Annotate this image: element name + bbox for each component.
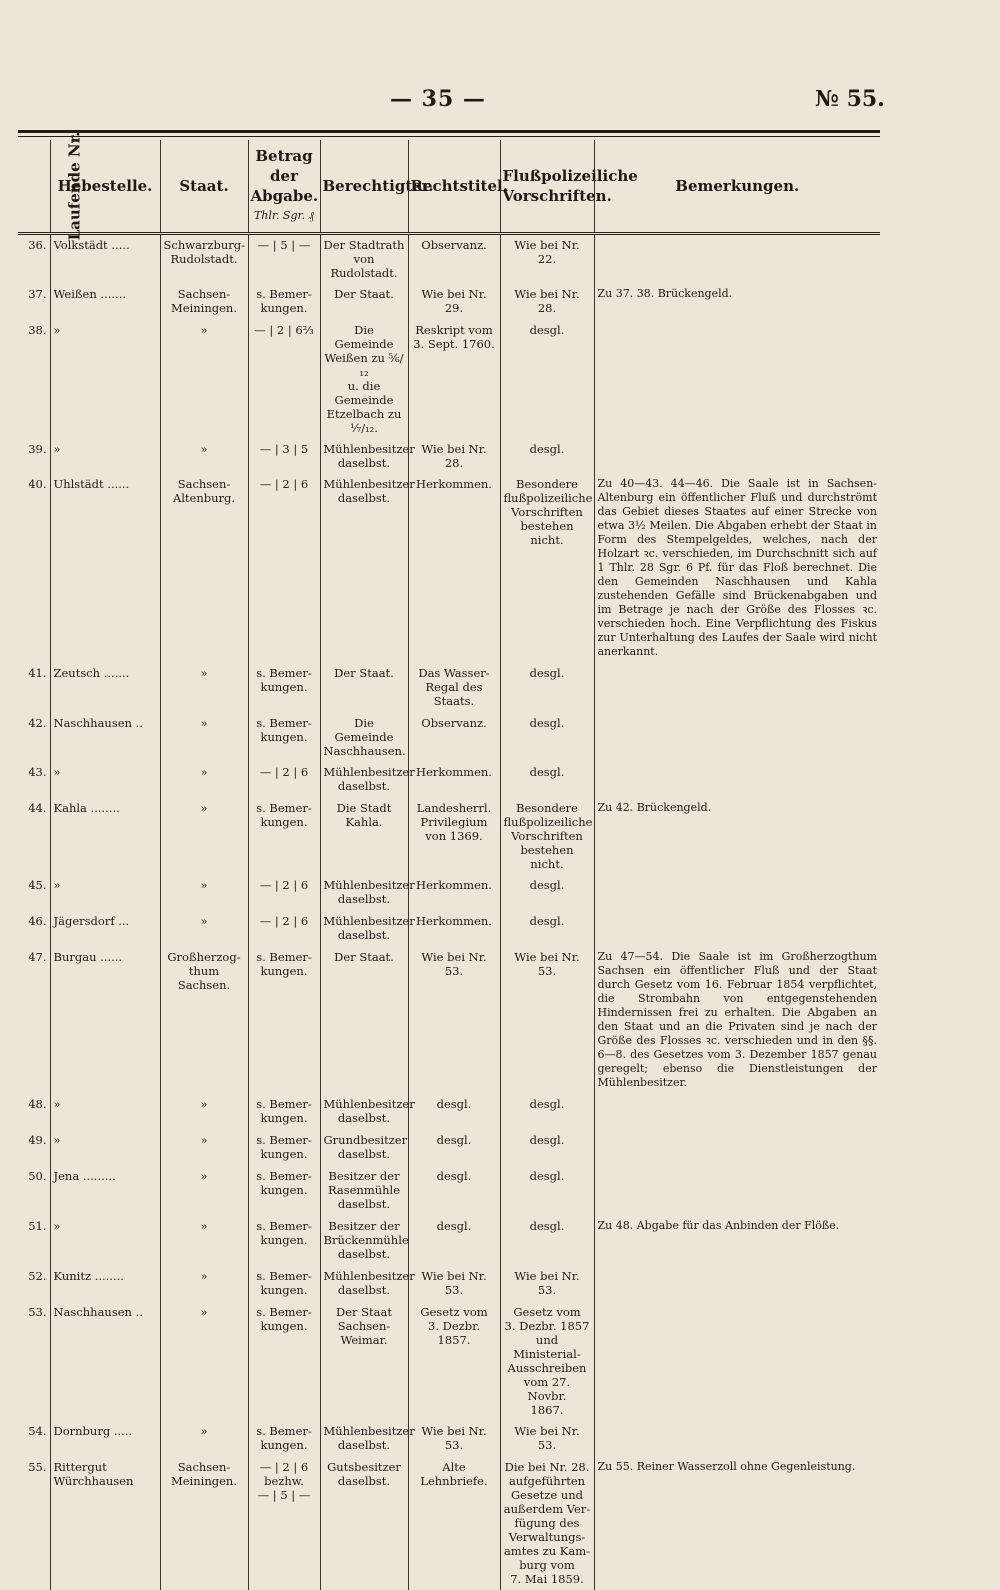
cell-bemerkungen: Zu 47—54. Die Saale ist im Großherzogthum Sachsen ein öffentlicher Fluß und der Staat durch Gesetz vom 16. Februar 1854 verpflichtet, die Strombahn von entgegenstehenden Hindernissen frei zu erhalten. Die Abgaben an den Staat und an die Privaten sind je nach der Größe des Flosses ꝛc. verschieden und in den §§. 6—8. des Gesetzes vom 3. Dezember 1857 genau geregelt; ebenso die Dienstleistungen der Mühlenbesitzer. (597, 950, 877, 1089)
cell-bemerkungen (594, 234, 880, 285)
cell-vorschriften: Die bei Nr. 28. aufgeführten Gesetze und außerdem Ver- fügung des Verwaltungs- amtes zu Kam- burg vom 7. Mai 1859. (500, 1457, 594, 1590)
cell-rechtstitel: Wie bei Nr. 28. (408, 439, 500, 474)
table-row (18, 1457, 880, 1590)
cell-rechtstitel: Wie bei Nr. 53. (408, 1421, 500, 1457)
cell-rechtstitel: desgl. (408, 1166, 500, 1216)
cell-berechtigter: Mühlenbesitzer daselbst. (320, 911, 408, 947)
table-row (18, 947, 880, 1094)
cell-berechtigter: Mühlenbesitzer daselbst. (320, 875, 408, 911)
cell-hebestelle: » (50, 320, 160, 439)
cell-bemerkungen (594, 1130, 880, 1166)
col-header-staat: Staat. (160, 140, 248, 234)
cell-nr: 39. (18, 439, 50, 474)
table-row (18, 1302, 880, 1421)
cell-nr: 48. (18, 1094, 50, 1130)
cell-staat: » (160, 439, 248, 474)
header-rule-thin (18, 136, 880, 137)
cell-nr: 53. (18, 1302, 50, 1421)
cell-berechtigter: Mühlenbesitzer daselbst. (320, 474, 408, 663)
cell-staat: » (160, 762, 248, 798)
cell-nr: 45. (18, 875, 50, 911)
cell-nr: 38. (18, 320, 50, 439)
cell-nr: 41. (18, 663, 50, 713)
cell-bemerkungen (594, 1166, 880, 1216)
cell-bemerkungen (594, 1266, 880, 1302)
page-header (0, 80, 1000, 120)
cell-vorschriften: desgl. (500, 1166, 594, 1216)
cell-vorschriften: desgl. (500, 1094, 594, 1130)
col-header-vorschriften: Flußpolizeiliche Vorschriften. (500, 140, 594, 234)
cell-betrag: — | 2 | 6 (248, 875, 320, 911)
cell-betrag: s. Bemer- kungen. (248, 1302, 320, 1421)
cell-hebestelle: » (50, 1094, 160, 1130)
cell-vorschriften: Besondere flußpolizeiliche Vorschriften bestehen nicht. (500, 798, 594, 875)
cell-nr: 42. (18, 713, 50, 762)
cell-betrag: s. Bemer- kungen. (248, 663, 320, 713)
cell-rechtstitel: Landesherrl. Privilegium von 1369. (408, 798, 500, 875)
cell-betrag: s. Bemer- kungen. (248, 1216, 320, 1266)
cell-berechtigter: Der Stadtrath von Rudolstadt. (320, 234, 408, 285)
cell-rechtstitel: Reskript vom 3. Sept. 1760. (408, 320, 500, 439)
cell-staat: Schwarzburg- Rudolstadt. (160, 234, 248, 285)
cell-betrag: — | 2 | 6 (248, 474, 320, 663)
cell-betrag: s. Bemer- kungen. (248, 1266, 320, 1302)
cell-bemerkungen (594, 439, 880, 474)
cell-berechtigter: Der Staat. (320, 947, 408, 1094)
cell-rechtstitel: Wie bei Nr. 53. (408, 1266, 500, 1302)
cell-betrag: — | 2 | 6 bezhw. — | 5 | — (248, 1457, 320, 1590)
cell-vorschriften: desgl. (500, 875, 594, 911)
cell-berechtigter: Mühlenbesitzer daselbst. (320, 1094, 408, 1130)
cell-rechtstitel: Wie bei Nr. 29. (408, 284, 500, 320)
cell-staat: » (160, 911, 248, 947)
cell-hebestelle: Dornburg ..... (50, 1421, 160, 1457)
cell-nr: 44. (18, 798, 50, 875)
cell-rechtstitel: Das Wasser- Regal des Staats. (408, 663, 500, 713)
cell-bemerkungen: Zu 42. Brückengeld. (597, 801, 712, 814)
cell-hebestelle: Rittergut Würchhausen (50, 1457, 160, 1590)
table-row (18, 234, 880, 285)
cell-staat: Großherzog- thum Sachsen. (160, 947, 248, 1094)
cell-betrag: s. Bemer- kungen. (248, 1166, 320, 1216)
cell-betrag: — | 3 | 5 (248, 439, 320, 474)
cell-hebestelle: Naschhausen .. (50, 713, 160, 762)
cell-betrag: s. Bemer- kungen. (248, 1130, 320, 1166)
col-header-berechtigter: Berechtigter. (320, 140, 408, 234)
cell-staat: Sachsen- Meiningen. (160, 1457, 248, 1590)
cell-nr: 47. (18, 947, 50, 1094)
cell-hebestelle: Weißen ....... (50, 284, 160, 320)
cell-berechtigter: Mühlenbesitzer daselbst. (320, 1266, 408, 1302)
cell-nr: 40. (18, 474, 50, 663)
table-row (18, 911, 880, 947)
cell-betrag: s. Bemer- kungen. (248, 1421, 320, 1457)
cell-bemerkungen (594, 320, 880, 439)
cell-vorschriften: Wie bei Nr. 53. (500, 1421, 594, 1457)
cell-staat: Sachsen- Altenburg. (160, 474, 248, 663)
table-row (18, 798, 880, 875)
document-number: № 55. (815, 86, 885, 112)
cell-berechtigter: Mühlenbesitzer daselbst. (320, 762, 408, 798)
col-header-nr: Laufende Nr. (18, 140, 50, 234)
cell-nr: 51. (18, 1216, 50, 1266)
table-row (18, 1166, 880, 1216)
cell-staat: » (160, 1216, 248, 1266)
cell-hebestelle: Jägersdorf ... (50, 911, 160, 947)
cell-nr: 37. (18, 284, 50, 320)
cell-vorschriften: Wie bei Nr. 53. (500, 1266, 594, 1302)
cell-vorschriften: Besondere flußpolizeiliche Vorschriften bestehen nicht. (500, 474, 594, 663)
cell-betrag: s. Bemer- kungen. (248, 947, 320, 1094)
cell-berechtigter: Der Staat Sachsen- Weimar. (320, 1302, 408, 1421)
cell-bemerkungen: Zu 37. 38. Brückengeld. (597, 287, 733, 300)
cell-vorschriften: desgl. (500, 1130, 594, 1166)
cell-bemerkungen (594, 663, 880, 713)
cell-staat: » (160, 1266, 248, 1302)
cell-hebestelle: Kunitz ........ (50, 1266, 160, 1302)
cell-berechtigter: Mühlenbesitzer daselbst. (320, 439, 408, 474)
cell-berechtigter: Die Gemeinde Naschhausen. (320, 713, 408, 762)
cell-berechtigter: Der Staat. (320, 284, 408, 320)
cell-staat: » (160, 1302, 248, 1421)
cell-hebestelle: Jena ......... (50, 1166, 160, 1216)
table-row (18, 663, 880, 713)
cell-staat: » (160, 875, 248, 911)
table-row (18, 474, 880, 663)
cell-rechtstitel: Observanz. (408, 234, 500, 285)
cell-rechtstitel: desgl. (408, 1094, 500, 1130)
cell-bemerkungen: Zu 40—43. 44—46. Die Saale ist in Sachsen-Altenburg ein öffentlicher Fluß und durchströmt das Gebiet dieses Staates auf einer Strecke von etwa 3½ Meilen. Die Abgaben erhebt der Staat in Form des Stempelgeldes, welches, nach der Holzart ꝛc. verschieden, im Durchschnitt sich auf 1 Thlr. 28 Sgr. 6 Pf. für das Floß berechnet. Die den Gemeinden Naschhausen und Kahla zustehenden Gefälle sind Brückenabgaben und im Betrage je nach der Größe des Flosses ꝛc. verschieden hoch. Eine Verpflichtung des Fiskus zur Unterhaltung des Laufes der Saale wird nicht anerkannt. (597, 477, 877, 658)
cell-hebestelle: Zeutsch ....... (50, 663, 160, 713)
cell-vorschriften: desgl. (500, 1216, 594, 1266)
table-row (18, 1421, 880, 1457)
cell-hebestelle: Kahla ........ (50, 798, 160, 875)
cell-berechtigter: Grundbesitzer daselbst. (320, 1130, 408, 1166)
cell-staat: » (160, 713, 248, 762)
cell-hebestelle: » (50, 1216, 160, 1266)
cell-bemerkungen (594, 911, 880, 947)
cell-bemerkungen: Zu 48. Abgabe für das Anbinden der Flöße. (597, 1219, 840, 1232)
cell-staat: » (160, 1166, 248, 1216)
table-row (18, 320, 880, 439)
table-row (18, 1094, 880, 1130)
cell-betrag: — | 5 | — (248, 234, 320, 285)
cell-betrag: s. Bemer- kungen. (248, 713, 320, 762)
col-header-hebestelle: Hebestelle. (50, 140, 160, 234)
cell-hebestelle: » (50, 762, 160, 798)
cell-rechtstitel: Alte Lehnbriefe. (408, 1457, 500, 1590)
cell-nr: 54. (18, 1421, 50, 1457)
cell-bemerkungen (594, 1094, 880, 1130)
table-row (18, 875, 880, 911)
cell-hebestelle: » (50, 875, 160, 911)
page-number: — 35 — (390, 86, 486, 112)
cell-betrag: s. Bemer- kungen. (248, 284, 320, 320)
cell-vorschriften: Wie bei Nr. 53. (500, 947, 594, 1094)
cell-vorschriften: desgl. (500, 911, 594, 947)
table-row (18, 284, 880, 320)
cell-vorschriften: desgl. (500, 663, 594, 713)
cell-nr: 50. (18, 1166, 50, 1216)
cell-bemerkungen: Zu 55. Reiner Wasserzoll ohne Gegenleistung. (597, 1460, 856, 1473)
table-header-row (18, 140, 880, 234)
cell-berechtigter: Besitzer der Brückenmühle daselbst. (320, 1216, 408, 1266)
cell-nr: 43. (18, 762, 50, 798)
cell-betrag: — | 2 | 6 (248, 911, 320, 947)
cell-rechtstitel: Herkommen. (408, 762, 500, 798)
cell-staat: » (160, 798, 248, 875)
cell-berechtigter: Gutsbesitzer daselbst. (320, 1457, 408, 1590)
cell-vorschriften: desgl. (500, 439, 594, 474)
cell-vorschriften: Wie bei Nr. 28. (500, 284, 594, 320)
cell-berechtigter: Die Gemeinde Weißen zu ⅚/₁₂ u. die Gemeinde Etzelbach zu ⅐/₁₂. (320, 320, 408, 439)
cell-rechtstitel: Herkommen. (408, 875, 500, 911)
cell-vorschriften: Wie bei Nr. 22. (500, 234, 594, 285)
cell-nr: 36. (18, 234, 50, 285)
cell-betrag: s. Bemer- kungen. (248, 1094, 320, 1130)
cell-staat: Sachsen- Meiningen. (160, 284, 248, 320)
cell-betrag: — | 2 | 6⅔ (248, 320, 320, 439)
cell-betrag: s. Bemer- kungen. (248, 798, 320, 875)
cell-betrag: — | 2 | 6 (248, 762, 320, 798)
cell-berechtigter: Der Staat. (320, 663, 408, 713)
cell-vorschriften: desgl. (500, 762, 594, 798)
col-header-rechtstitel: Rechtstitel. (408, 140, 500, 234)
table-row (18, 1266, 880, 1302)
cell-berechtigter: Besitzer der Rasenmühle daselbst. (320, 1166, 408, 1216)
col-header-bemerkungen: Bemerkungen. (594, 140, 880, 234)
cell-rechtstitel: Wie bei Nr. 53. (408, 947, 500, 1094)
cell-rechtstitel: desgl. (408, 1130, 500, 1166)
cell-nr: 52. (18, 1266, 50, 1302)
cell-staat: » (160, 663, 248, 713)
cell-staat: » (160, 1094, 248, 1130)
cell-bemerkungen (594, 762, 880, 798)
cell-hebestelle: Volkstädt ..... (50, 234, 160, 285)
cell-bemerkungen (594, 713, 880, 762)
cell-bemerkungen (594, 875, 880, 911)
table-row (18, 762, 880, 798)
table-row (18, 439, 880, 474)
cell-rechtstitel: desgl. (408, 1216, 500, 1266)
cell-nr: 49. (18, 1130, 50, 1166)
toll-table (18, 131, 880, 1590)
header-rule (18, 130, 880, 133)
table-row (18, 713, 880, 762)
cell-vorschriften: desgl. (500, 320, 594, 439)
cell-bemerkungen (594, 1302, 880, 1421)
cell-vorschriften: desgl. (500, 713, 594, 762)
cell-nr: 55. (18, 1457, 50, 1590)
cell-staat: » (160, 1130, 248, 1166)
table-row (18, 1216, 880, 1266)
cell-berechtigter: Die Stadt Kahla. (320, 798, 408, 875)
cell-hebestelle: » (50, 439, 160, 474)
table-row (18, 1130, 880, 1166)
cell-rechtstitel: Gesetz vom 3. Dezbr. 1857. (408, 1302, 500, 1421)
cell-berechtigter: Mühlenbesitzer daselbst. (320, 1421, 408, 1457)
cell-bemerkungen (594, 1421, 880, 1457)
cell-staat: » (160, 320, 248, 439)
cell-hebestelle: Uhlstädt ...... (50, 474, 160, 663)
cell-nr: 46. (18, 911, 50, 947)
cell-rechtstitel: Herkommen. (408, 911, 500, 947)
cell-hebestelle: Naschhausen .. (50, 1302, 160, 1421)
cell-rechtstitel: Herkommen. (408, 474, 500, 663)
cell-rechtstitel: Observanz. (408, 713, 500, 762)
cell-staat: » (160, 1421, 248, 1457)
cell-vorschriften: Gesetz vom 3. Dezbr. 1857 und Ministerial- Ausschreiben vom 27. Novbr. 1867. (500, 1302, 594, 1421)
cell-hebestelle: » (50, 1130, 160, 1166)
cell-hebestelle: Burgau ...... (50, 947, 160, 1094)
col-header-betrag: Betrag der Abgabe. Thlr. Sgr. ₰ (248, 140, 320, 234)
